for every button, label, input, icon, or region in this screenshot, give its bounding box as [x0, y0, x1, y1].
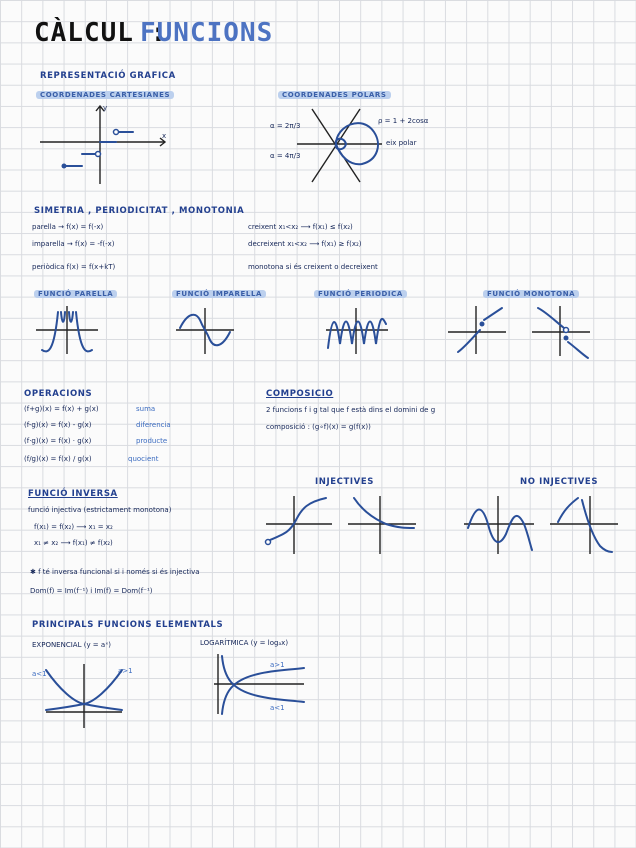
polar-equation: ρ = 1 + 2cosα	[378, 117, 429, 125]
label-fn-parella: FUNCIÓ PARELLA	[34, 290, 117, 298]
label-fn-monotona: FUNCIÓ MONOTONA	[483, 290, 579, 298]
inv-line5: Dom(f) = Im(f⁻¹) i Im(f) = Dom(f⁻¹)	[30, 587, 153, 595]
comp-line2: composició : (g∘f)(x) = g(f(x))	[266, 423, 371, 431]
page-title-accent: FUNCIONS	[140, 18, 274, 48]
inv-line1: funció injectiva (estrictament monotona)	[28, 506, 172, 514]
op-diferencia: (f-g)(x) = f(x) - g(x)	[24, 421, 92, 429]
cartesian-graph	[40, 104, 170, 186]
graph-injectiva-1	[264, 494, 334, 556]
op-quo-word: quocient	[128, 455, 159, 463]
graph-periodica	[324, 304, 390, 356]
def-imparella: imparella → f(x) = -f(-x)	[32, 240, 115, 248]
inv-line2: f(x₁) = f(x₂) ⟶ x₁ = x₂	[34, 523, 113, 531]
graph-monotona-crex	[446, 302, 508, 356]
inv-line4: ✱ f té inversa funcional si i només si és injectiva	[30, 568, 200, 576]
def-periodica: periòdica f(x) = f(x+kT)	[32, 263, 116, 271]
section-inversa: FUNCIÓ INVERSA	[28, 489, 118, 499]
label-fn-imparella: FUNCIÓ IMPARELLA	[172, 290, 266, 298]
label-no-injectives: NO INJECTIVES	[520, 477, 599, 487]
op-suma-word: suma	[136, 405, 156, 413]
page-title: CÀLCUL :	[34, 18, 168, 48]
def-monotona: monotona si és creixent o decreixent	[248, 263, 378, 271]
polar-alpha2: α = 4π/3	[270, 152, 301, 160]
label-fn-periodica: FUNCIÓ PERIODICA	[314, 290, 407, 298]
op-suma: (f+g)(x) = f(x) + g(x)	[24, 405, 99, 413]
def-decreixent: decreixent x₁<x₂ ⟶ f(x₁) ≥ f(x₂)	[248, 240, 362, 248]
label-injectives: INJECTIVES	[315, 477, 374, 487]
section-simetria: SIMETRIA , PERIODICITAT , MONOTONIA	[34, 206, 245, 216]
def-parella: parella → f(x) = f(-x)	[32, 223, 104, 231]
graph-exponencial	[40, 660, 126, 730]
polar-alpha1: α = 2π/3	[270, 122, 301, 130]
graph-monotona-decr	[530, 302, 592, 360]
label-coord-cart: COORDENADES CARTESIANES	[36, 91, 174, 99]
polar-graph	[292, 104, 392, 184]
cart-y-label: y	[103, 104, 108, 112]
comp-line1: 2 funcions f i g tal que f està dins el domini de g	[266, 406, 436, 414]
cart-x-label: x	[162, 132, 167, 140]
graph-logaritmica	[208, 652, 308, 716]
section-operacions: OPERACIONS	[24, 389, 93, 399]
label-coord-polars: COORDENADES POLARS	[278, 91, 391, 99]
graph-parella	[34, 304, 100, 356]
label-log-a-gt1: a>1	[270, 661, 285, 669]
section-composicio: COMPOSICIO	[266, 389, 334, 399]
op-dif-word: diferencia	[136, 421, 171, 429]
label-exp-a-lt1: a<1	[32, 670, 47, 678]
graph-injectiva-2	[346, 494, 418, 556]
def-creixent: creixent x₁<x₂ ⟶ f(x₁) ≤ f(x₂)	[248, 223, 353, 231]
graph-no-injectiva-2	[548, 494, 620, 556]
op-quocient: (f/g)(x) = f(x) / g(x)	[24, 455, 92, 463]
graph-imparella	[174, 304, 236, 356]
label-log-a-lt1: a<1	[270, 704, 285, 712]
section-principals: PRINCIPALS FUNCIONS ELEMENTALS	[32, 620, 224, 630]
label-logaritmica: LOGARÍTMICA (y = logₐx)	[200, 639, 289, 647]
graph-no-injectiva-1	[462, 494, 536, 556]
section-rep-grafica: REPRESENTACIÓ GRAFICA	[40, 71, 176, 81]
inv-line3: x₁ ≠ x₂ ⟶ f(x₁) ≠ f(x₂)	[34, 539, 113, 547]
polar-axis-label: eix polar	[386, 139, 417, 147]
op-prod-word: producte	[136, 437, 168, 445]
label-exp-a-gt1: a>1	[118, 667, 133, 675]
op-producte: (f·g)(x) = f(x) · g(x)	[24, 437, 92, 445]
label-exponencial: EXPONENCIAL (y = aˣ)	[32, 641, 112, 649]
